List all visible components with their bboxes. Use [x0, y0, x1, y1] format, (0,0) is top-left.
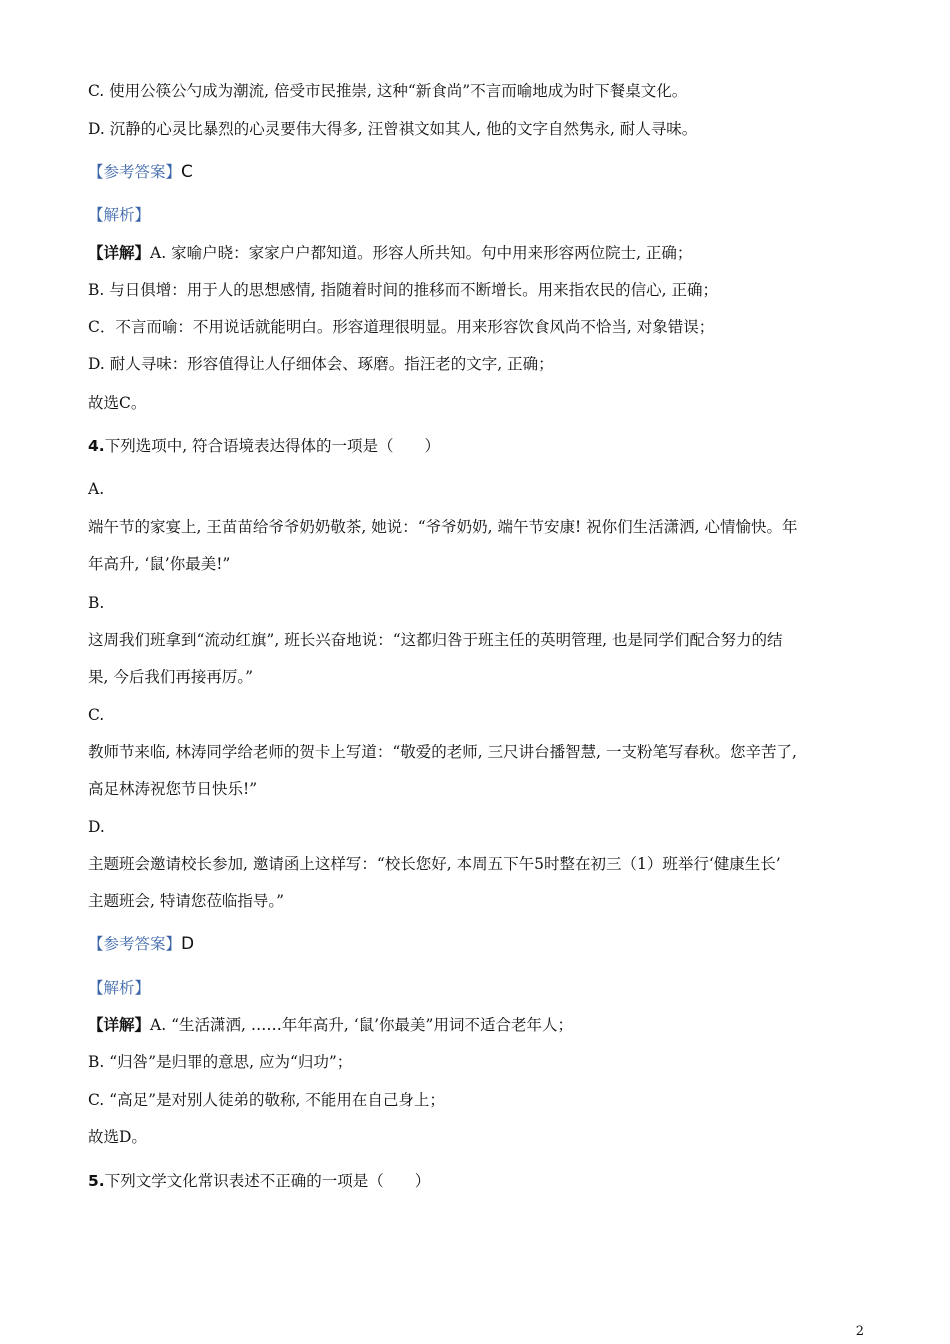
q3-conclusion: 故选C。	[88, 394, 147, 412]
q3-answer	[88, 161, 868, 183]
q4-analysis-label: 【解析】	[88, 979, 151, 997]
q4-option-b-line1: 这周我们班拿到“流动红旗”, 班长兴奋地说：“这都归咎于班主任的英明管理, 也是同学们配合努力的结	[88, 631, 783, 649]
answer-label: 【参考答案】	[88, 935, 182, 953]
q4-conclusion: 故选D。	[88, 1128, 147, 1146]
answer-value: C	[181, 162, 193, 182]
q4-option-b-label: B.	[88, 594, 105, 612]
question-number: 5.	[88, 1172, 105, 1190]
detail-label: 【详解】	[88, 243, 151, 262]
question-text: 下列选项中, 符合语境表达得体的一项是（ ）	[104, 437, 441, 455]
q4-detail-a	[88, 1014, 868, 1036]
q4-option-b-line2: 果, 今后我们再接再厉。”	[88, 668, 254, 686]
q4-answer	[88, 933, 868, 955]
q4-option-c-line1: 教师节来临, 林涛同学给老师的贺卡上写道：“敬爱的老师, 三尺讲台播智慧, 一支粉笔写春秋。您辛苦了,	[88, 743, 797, 761]
q3-detail-b: B. 与日俱增：用于人的思想感情, 指随着时间的推移而不断增长。用来指农民的信心, 正确；	[88, 281, 718, 299]
q4-option-a-line2: 年高升, ‘鼠’你最美!”	[88, 555, 231, 573]
detail-text: A. 家喻户晓：家家户户都知道。形容人所共知。句中用来形容两位院士, 正确；	[150, 244, 693, 262]
q3-detail-d: D. 耐人寻味：形容值得让人仔细体会、琢磨。指汪老的文字, 正确；	[88, 355, 554, 373]
q5-stem	[88, 1170, 868, 1192]
q4-detail-b: B. “归咎”是归罪的意思, 应为“归功”；	[88, 1053, 353, 1071]
q4-option-a-line1: 端午节的家宴上, 王苗苗给爷爷奶奶敬茶, 她说：“爷爷奶奶, 端午节安康! 祝你们生活潇洒, 心情愉快。年	[88, 518, 798, 536]
q3-detail-a	[88, 242, 868, 264]
answer-value: D	[181, 934, 195, 954]
q4-detail-c: C. “高足”是对别人徒弟的敬称, 不能用在自己身上；	[88, 1091, 445, 1109]
q4-option-d-line2: 主题班会, 特请您莅临指导。”	[88, 892, 285, 910]
q4-option-c-line2: 高足林涛祝您节日快乐!”	[88, 780, 258, 798]
detail-label: 【详解】	[88, 1015, 151, 1034]
q4-option-d-line1: 主题班会邀请校长参加, 邀请函上这样写：“校长您好, 本周五下午5时整在初三（1）班举行‘健康生长’	[88, 855, 781, 873]
q4-option-d-label: D.	[88, 818, 105, 836]
page-number: 2	[855, 1324, 864, 1339]
question-text: 下列文学文化常识表述不正确的一项是（ ）	[104, 1172, 431, 1190]
answer-label: 【参考答案】	[88, 163, 182, 181]
q3-option-c: C. 使用公筷公勺成为潮流, 倍受市民推崇, 这种“新食尚”不言而喻地成为时下餐桌文化。	[88, 82, 688, 100]
detail-text: A. “生活潇洒, ……年年高升, ‘鼠’你最美”用词不适合老年人；	[150, 1016, 573, 1034]
q3-analysis-label: 【解析】	[88, 206, 151, 224]
q3-option-d: D. 沉静的心灵比暴烈的心灵要伟大得多, 汪曾祺文如其人, 他的文字自然隽永, 耐人寻味。	[88, 120, 698, 138]
q3-detail-c: C．不言而喻：不用说话就能明白。形容道理很明显。用来形容饮食风尚不恰当, 对象错误；	[88, 318, 715, 336]
q4-option-c-label: C.	[88, 706, 105, 724]
q4-stem	[88, 435, 868, 457]
question-number: 4.	[88, 437, 105, 455]
q4-option-a-label: A.	[88, 480, 105, 498]
